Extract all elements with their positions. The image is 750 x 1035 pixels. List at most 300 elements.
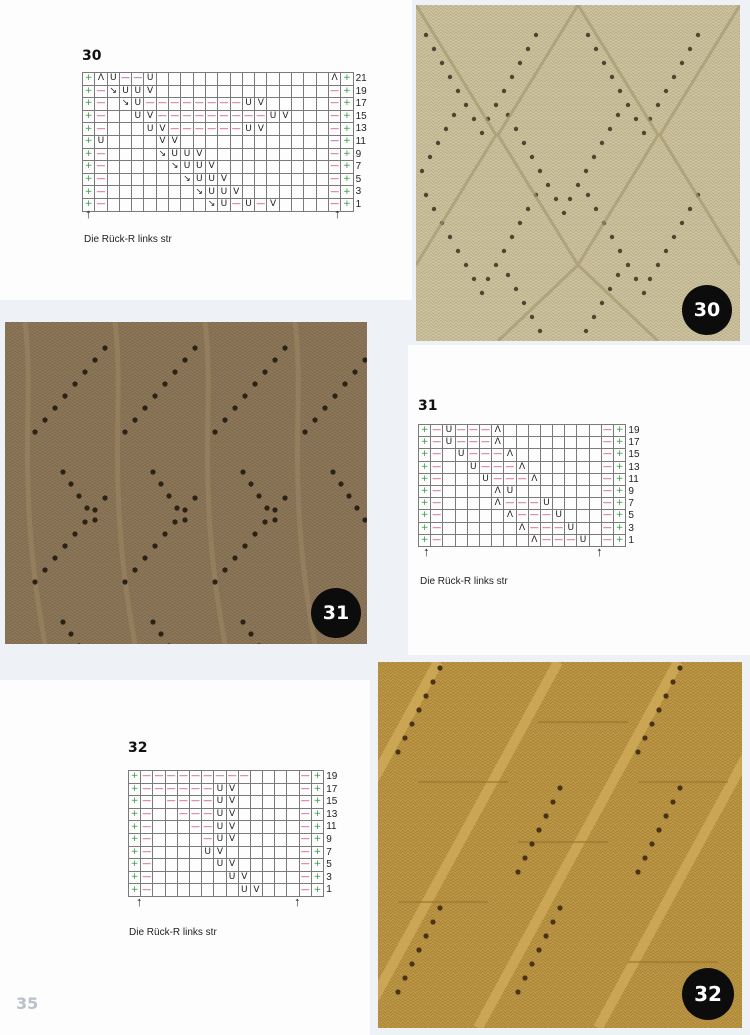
chart-cell — [528, 461, 540, 473]
chart-cell — [238, 821, 250, 834]
chart-cell: — — [529, 522, 539, 533]
chart-cell: + — [129, 771, 141, 784]
chart-cell — [467, 534, 479, 546]
chart-cell: + — [341, 73, 353, 86]
row-number: 19 — [326, 771, 338, 782]
chart-cell: — — [602, 486, 612, 497]
chart-cell: ↘ — [119, 98, 131, 111]
row-number: 5 — [326, 859, 332, 871]
chart-cell: + — [419, 510, 431, 522]
chart-cell — [479, 534, 491, 546]
chart-cell: V — [226, 796, 238, 809]
chart-cell — [267, 85, 279, 98]
chart-cell: — — [602, 461, 612, 472]
chart-cell — [218, 73, 230, 86]
chart-cell: — — [96, 174, 106, 185]
chart-row — [129, 821, 324, 834]
chart-cell: U — [169, 148, 181, 161]
chart-cell: — — [300, 821, 310, 832]
chart-cell — [275, 884, 287, 897]
chart-cell — [242, 135, 254, 148]
chart-cell: + — [341, 173, 353, 186]
swatch-badge-32: 32 — [682, 968, 734, 1020]
row-number: 1 — [355, 199, 362, 210]
chart-cell: — — [432, 425, 442, 436]
chart-cell — [479, 510, 491, 522]
chart-cell — [238, 846, 250, 859]
chart-cell: U — [479, 473, 491, 485]
chart-cell — [119, 173, 131, 186]
chart-cell — [177, 833, 189, 846]
chart-cell — [304, 110, 316, 123]
chart-row — [419, 485, 626, 497]
swatch-photo-32 — [378, 662, 742, 1028]
chart-cell — [292, 148, 304, 161]
chart-cell — [193, 135, 205, 148]
chart-cell — [226, 884, 238, 897]
chart-cell — [177, 821, 189, 834]
chart-row — [83, 161, 354, 174]
chart-cell — [205, 73, 217, 86]
chart-cell: — — [142, 872, 152, 883]
chart-cell: — — [203, 809, 213, 820]
chart-cell: + — [341, 186, 353, 199]
chart-cell — [553, 485, 565, 497]
chart-cell — [275, 859, 287, 872]
chart-cell: Λ — [516, 522, 528, 534]
chart-cell — [540, 485, 552, 497]
chart-cell: — — [468, 449, 478, 460]
chart-cell — [165, 846, 177, 859]
chart-cell: U — [95, 135, 107, 148]
chart-cell — [504, 522, 516, 534]
chart-cell — [250, 771, 262, 784]
chart-cell — [455, 473, 467, 485]
chart-cell: — — [203, 783, 213, 794]
chart-cell — [279, 148, 291, 161]
chart-cell — [267, 135, 279, 148]
chart-cell — [504, 425, 516, 437]
chart-cell: — — [330, 136, 340, 147]
row-number: 17 — [628, 437, 640, 449]
page-number: 35 — [16, 994, 39, 1013]
chart-cell: — — [231, 199, 241, 210]
row-number: 11 — [628, 473, 639, 485]
chart-cell — [156, 198, 168, 211]
chart-cell — [304, 98, 316, 111]
start-arrow-left-icon: ↑ — [85, 206, 92, 221]
chart-cell: — — [227, 771, 237, 782]
chart-cell — [467, 510, 479, 522]
chart-cell: U — [218, 186, 230, 199]
chart-cell — [275, 783, 287, 796]
row-number: 19 — [628, 425, 640, 436]
chart-cell — [304, 73, 316, 86]
chart-cell: — — [203, 834, 213, 845]
chart-cell — [275, 821, 287, 834]
row-number: 7 — [326, 846, 332, 858]
chart-cell — [107, 173, 119, 186]
chart-cell: V — [267, 198, 279, 211]
chart-cell: V — [279, 110, 291, 123]
chart-cell: — — [330, 148, 340, 159]
chart-cell: V — [193, 148, 205, 161]
chart-row — [419, 510, 626, 522]
chart-cell: U — [144, 73, 156, 86]
chart-cell — [205, 135, 217, 148]
chart-cell: U — [119, 85, 131, 98]
chart-cell — [316, 98, 328, 111]
chart-row — [419, 449, 626, 461]
chart-cell — [492, 522, 504, 534]
chart-cell: U — [443, 437, 455, 449]
row-number: 9 — [628, 486, 634, 497]
chart-cell — [250, 871, 262, 884]
chart-cell: U — [540, 498, 552, 510]
chart-cell — [287, 821, 299, 834]
row-number: 3 — [355, 186, 362, 198]
row-number: 5 — [355, 173, 362, 185]
chart-cell: + — [129, 783, 141, 796]
chart-cell: — — [300, 771, 310, 782]
chart-cell — [189, 859, 201, 872]
chart-row — [129, 771, 324, 784]
start-arrow-right-icon: ↑ — [294, 894, 301, 909]
swatch-badge-31: 31 — [311, 588, 361, 638]
chart-cell: V — [226, 833, 238, 846]
chart-cell: U — [214, 859, 226, 872]
chart-cell: — — [330, 123, 340, 134]
chart-cell — [443, 510, 455, 522]
row-number: 15 — [628, 449, 640, 461]
chart-number-32: 32 — [128, 740, 148, 756]
chart-cell: + — [311, 783, 323, 796]
chart-cell — [250, 846, 262, 859]
chart-cell — [107, 98, 119, 111]
chart-cell — [304, 198, 316, 211]
chart-cell — [153, 821, 165, 834]
chart-cell — [304, 173, 316, 186]
chart-cell — [132, 173, 144, 186]
chart-cell: — — [481, 461, 491, 472]
chart-cell — [242, 161, 254, 174]
chart-row — [83, 198, 354, 211]
row-number: 13 — [628, 461, 640, 473]
chart-cell: + — [614, 498, 626, 510]
chart-cell — [132, 161, 144, 174]
chart-cell: + — [419, 522, 431, 534]
chart-cell — [316, 110, 328, 123]
chart-cell — [263, 808, 275, 821]
chart-cell: + — [341, 98, 353, 111]
chart-cell: V — [226, 821, 238, 834]
chart-cell: — — [182, 98, 192, 109]
chart-cell: — — [432, 510, 442, 521]
chart-cell: U — [132, 98, 144, 111]
chart-cell: Λ — [492, 437, 504, 449]
chart-cell — [263, 771, 275, 784]
knitting-chart-31 — [415, 398, 705, 598]
chart-cell: — — [219, 123, 229, 134]
chart-cell — [255, 73, 267, 86]
chart-cell: + — [311, 884, 323, 897]
chart-cell — [279, 73, 291, 86]
chart-cell — [205, 85, 217, 98]
chart-cell: V — [214, 846, 226, 859]
row-number: 15 — [326, 796, 338, 808]
chart-cell: — — [96, 148, 106, 159]
chart-cell: + — [614, 534, 626, 546]
chart-cell: + — [129, 846, 141, 859]
chart-row — [419, 534, 626, 546]
swatch-badge-30: 30 — [682, 285, 732, 335]
chart-cell — [279, 98, 291, 111]
row-number: 7 — [355, 161, 362, 173]
chart-cell: — — [96, 199, 106, 210]
chart-cell: — — [300, 834, 310, 845]
chart-cell — [316, 85, 328, 98]
chart-cell — [292, 161, 304, 174]
chart-cell: — — [330, 161, 340, 172]
chart-cell — [218, 148, 230, 161]
chart-cell: U — [218, 198, 230, 211]
chart-cell — [304, 148, 316, 161]
chart-caption-31: Die Rück-R links str — [420, 576, 508, 587]
chart-cell: U — [553, 510, 565, 522]
chart-cell — [443, 449, 455, 461]
chart-cell — [304, 161, 316, 174]
chart-cell: + — [129, 884, 141, 897]
chart-cell — [540, 437, 552, 449]
chart-cell: — — [170, 111, 180, 122]
chart-cell — [516, 449, 528, 461]
chart-cell — [443, 461, 455, 473]
chart-cell — [214, 884, 226, 897]
chart-cell: + — [614, 449, 626, 461]
chart-cell — [455, 498, 467, 510]
chart-cell — [230, 173, 242, 186]
chart-cell — [238, 859, 250, 872]
chart-cell: — — [330, 85, 340, 96]
chart-cell — [287, 833, 299, 846]
row-number: 5 — [628, 510, 634, 522]
chart-cell: — — [330, 111, 340, 122]
chart-cell: V — [226, 783, 238, 796]
chart-cell — [316, 135, 328, 148]
chart-cell: — — [157, 111, 167, 122]
chart-cell — [279, 135, 291, 148]
chart-cell: — — [142, 796, 152, 807]
chart-cell — [565, 437, 577, 449]
chart-cell — [202, 871, 214, 884]
chart-cell — [577, 510, 589, 522]
chart-cell — [153, 833, 165, 846]
chart-cell: + — [129, 821, 141, 834]
chart-cell — [144, 173, 156, 186]
chart-cell — [242, 85, 254, 98]
chart-cell: + — [341, 148, 353, 161]
chart-cell: U — [132, 85, 144, 98]
chart-cell — [153, 884, 165, 897]
chart-row — [419, 473, 626, 485]
chart-cell — [177, 846, 189, 859]
chart-cell: + — [614, 437, 626, 449]
chart-cell: — — [191, 821, 201, 832]
chart-cell: — — [154, 783, 164, 794]
chart-cell — [553, 461, 565, 473]
chart-cell — [589, 485, 601, 497]
chart-cell: — — [191, 771, 201, 782]
chart-cell: + — [419, 498, 431, 510]
chart-cell — [443, 498, 455, 510]
chart-cell: — — [207, 123, 217, 134]
chart-cell — [238, 833, 250, 846]
chart-cell: — — [300, 872, 310, 883]
chart-cell — [455, 522, 467, 534]
chart-cell: — — [432, 461, 442, 472]
chart-cell — [467, 473, 479, 485]
chart-row — [419, 437, 626, 449]
chart-cell — [292, 98, 304, 111]
chart-cell — [292, 186, 304, 199]
chart-cell — [589, 510, 601, 522]
chart-row — [83, 123, 354, 136]
chart-cell: — — [602, 437, 612, 448]
chart-cell — [263, 846, 275, 859]
swatch-texture-32 — [378, 662, 742, 1028]
chart-cell: U — [565, 522, 577, 534]
chart-cell — [516, 425, 528, 437]
chart-cell: + — [341, 135, 353, 148]
swatch-photo-31 — [5, 322, 367, 644]
chart-number-31: 31 — [418, 398, 438, 414]
chart-cell — [177, 884, 189, 897]
chart-cell: + — [83, 123, 95, 136]
chart-cell: + — [83, 85, 95, 98]
chart-cell: — — [529, 510, 539, 521]
chart-cell — [144, 135, 156, 148]
chart-row — [83, 186, 354, 199]
chart-cell: ↘ — [169, 161, 181, 174]
chart-cell: + — [419, 485, 431, 497]
chart-cell — [304, 85, 316, 98]
chart-cell: U — [132, 110, 144, 123]
chart-cell — [144, 161, 156, 174]
chart-cell: — — [191, 809, 201, 820]
chart-cell — [119, 186, 131, 199]
chart-cell: U — [242, 198, 254, 211]
chart-cell — [565, 510, 577, 522]
chart-cell: — — [300, 846, 310, 857]
chart-cell — [169, 85, 181, 98]
chart-cell: U — [443, 425, 455, 437]
knitting-chart-30 — [80, 48, 380, 248]
chart-cell — [153, 796, 165, 809]
chart-cell: — — [96, 98, 106, 109]
chart-cell — [279, 123, 291, 136]
chart-cell — [577, 485, 589, 497]
chart-cell — [267, 73, 279, 86]
chart-cell — [202, 884, 214, 897]
chart-cell — [275, 771, 287, 784]
chart-cell — [540, 473, 552, 485]
chart-cell — [263, 833, 275, 846]
chart-cell: — — [142, 834, 152, 845]
chart-cell: — — [300, 783, 310, 794]
chart-cell: ↘ — [156, 148, 168, 161]
chart-cell: U — [267, 110, 279, 123]
chart-cell: + — [83, 173, 95, 186]
chart-cell — [516, 485, 528, 497]
chart-cell: — — [505, 461, 515, 472]
chart-cell — [169, 186, 181, 199]
chart-cell — [230, 85, 242, 98]
chart-cell: — — [219, 98, 229, 109]
chart-cell: U — [504, 485, 516, 497]
chart-cell: + — [419, 461, 431, 473]
chart-cell: U — [226, 871, 238, 884]
chart-cell: + — [311, 771, 323, 784]
chart-grid-30 — [82, 72, 354, 212]
chart-cell — [455, 510, 467, 522]
chart-cell: — — [121, 73, 131, 84]
chart-cell — [165, 808, 177, 821]
chart-cell — [181, 73, 193, 86]
chart-cell: + — [83, 148, 95, 161]
start-arrow-right-icon: ↑ — [334, 206, 341, 221]
chart-cell — [528, 485, 540, 497]
chart-cell — [267, 98, 279, 111]
chart-cell: — — [170, 98, 180, 109]
chart-cell: — — [493, 461, 503, 472]
chart-cell: — — [256, 111, 266, 122]
chart-cell: + — [419, 425, 431, 437]
chart-cell — [267, 161, 279, 174]
chart-cell — [193, 85, 205, 98]
chart-cell — [577, 425, 589, 437]
chart-cell: U — [577, 534, 589, 546]
chart-cell — [287, 808, 299, 821]
chart-cell: — — [178, 771, 188, 782]
chart-cell — [263, 871, 275, 884]
chart-cell — [316, 123, 328, 136]
chart-cell: — — [194, 98, 204, 109]
chart-cell: + — [83, 198, 95, 211]
chart-cell — [516, 437, 528, 449]
chart-cell — [292, 198, 304, 211]
chart-cell: — — [300, 884, 310, 895]
chart-grid-31 — [418, 424, 626, 547]
chart-cell: + — [83, 73, 95, 86]
chart-cell: — — [182, 111, 192, 122]
chart-cell: — — [142, 809, 152, 820]
swatch-photo-30 — [416, 5, 740, 341]
chart-cell: — — [166, 771, 176, 782]
row-number: 15 — [355, 110, 367, 122]
chart-cell: + — [311, 833, 323, 846]
chart-cell — [577, 437, 589, 449]
chart-cell — [189, 871, 201, 884]
chart-cell: + — [311, 821, 323, 834]
chart-cell: — — [432, 498, 442, 509]
chart-cell — [169, 173, 181, 186]
chart-cell — [153, 846, 165, 859]
chart-cell: — — [541, 534, 551, 545]
chart-cell: — — [231, 111, 241, 122]
chart-row — [83, 173, 354, 186]
chart-cell: — — [96, 161, 106, 172]
chart-cell: U — [193, 161, 205, 174]
